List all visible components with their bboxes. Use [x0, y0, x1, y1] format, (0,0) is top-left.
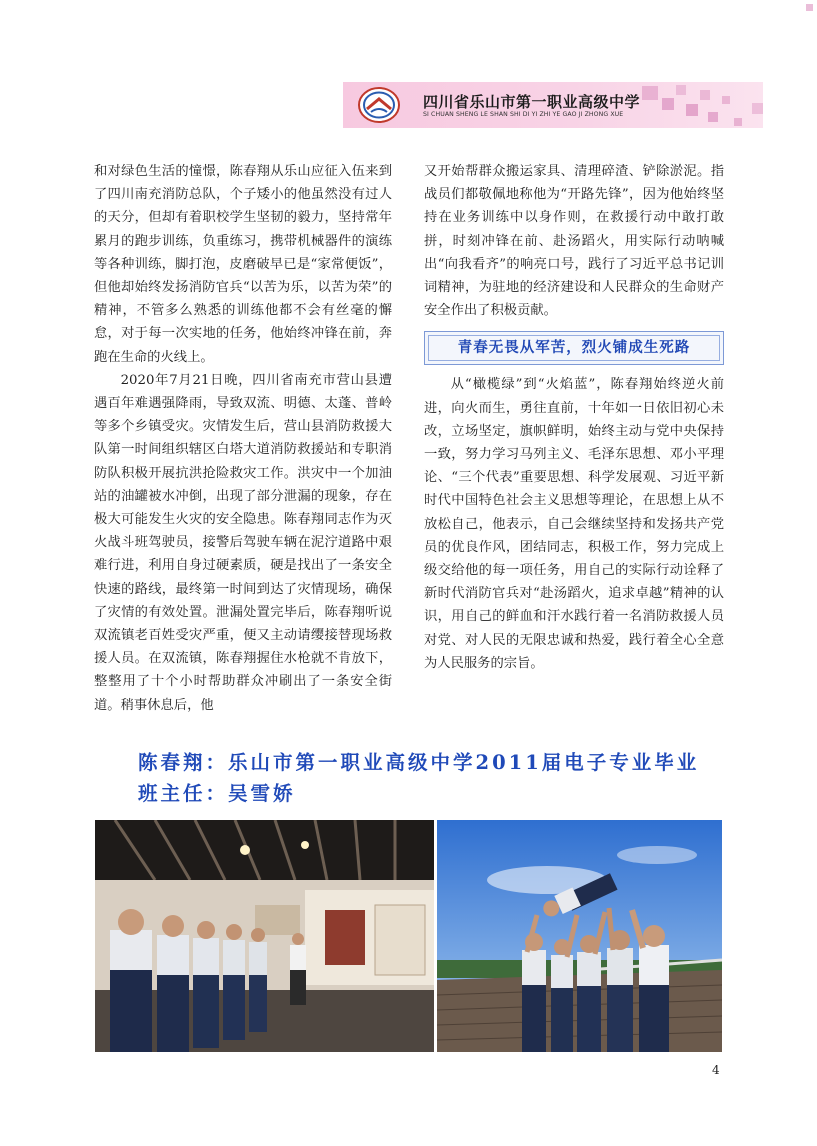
- article-right-column: [424, 160, 724, 675]
- paragraph: 2020年7月21日晚，四川省南充市营山县遭遇百年难遇强降雨，导致双流、明德、太蓬、普岭等多个乡镇受灾。灾情发生后，营山县消防救援大队第一时间组织辖区白塔大道消防救援站和专职消防队积极开展抗洪抢险救灾工作。洪灾中一个加油站的油罐被水冲倒，出现了部分泄漏的现象，存在极大可能发生火灾的安全隐患。陈春翔同志作为灭火战斗班驾驶员，接警后驾驶车辆在泥泞道路中艰难行进，利用自身过硬素质，硬是找出了一条安全快速的路线，最终第一时间到达了灾情现场，确保了灾情的有效处置。泄漏处置完毕后，陈春翔听说双流镇老百姓受灾严重，便又主动请缨接替现场救援人员。在双流镇，陈春翔握住水枪就不肯放下，整整用了十个小时帮助群众冲刷出了一条安全街道。稍事休息后，他: [94, 372, 392, 713]
- article-left-column: [94, 160, 392, 717]
- caption-student: 陈春翔：乐山市第一职业高级中学2011届电子专业毕业: [138, 751, 700, 774]
- paragraph: 和对绿色生活的憧憬，陈春翔从乐山应征入伍来到了四川南充消防总队，个子矮小的他虽然没有过人的天分，但却有着职校学生坚韧的毅力，坚持常年累月的跑步训练，负重练习，携带机械器件的演练等各种训练，脚打泡，皮磨破早已是“家常便饭”，但他却始终发扬消防官兵“以苦为乐，以苦为荣”的精神，不管多么熟悉的训练他都不会有丝毫的懈怠，对于每一次实地的任务，他始终冲锋在前，奔跑在生命的火线上。: [94, 164, 392, 365]
- section-heading-box: [424, 331, 724, 365]
- celebration-toss-photo: [437, 820, 722, 1052]
- caption-teacher: 班主任：吴雪娇: [138, 782, 296, 805]
- school-name-pinyin: SI CHUAN SHENG LE SHAN SHI DI YI ZHI YE GAO JI ZHONG XUE: [423, 111, 624, 118]
- section-heading: 青春无畏从军苦，烈火铺成生死路: [428, 335, 720, 361]
- page-number: 4: [712, 1063, 720, 1077]
- paragraph: 从“橄榄绿”到“火焰蓝”，陈春翔始终逆火前进，向火而生，勇往直前，十年如一日依旧初心未改，立场坚定，旗帜鲜明，始终主动与党中央保持一致，努力学习马列主义、毛泽东思想、邓小平理论、“三个代表”重要思想、科学发展观、习近平新时代中国特色社会主义思想等理论，在思想上从不放松自己，他表示，自己会继续坚持和发扬共产党员的优良作风，团结同志，积极工作，努力完成上级交给他的每一项任务，用自己的实际行动诠释了新时代消防官兵对“赴汤蹈火，追求卓越”精神的认识，用自己的鲜血和汗水践行着一名消防救援人员对党、对人民的无限忠诚和热爱，践行着全心全意为人民服务的宗旨。: [424, 377, 724, 671]
- exhibition-hall-photo: [95, 820, 434, 1052]
- school-name: 四川省乐山市第一职业高级中学: [423, 93, 641, 111]
- school-logo-icon: [357, 86, 401, 124]
- paragraph: 又开始帮群众搬运家具、清理碎渣、铲除淤泥。指战员们都敬佩地称他为“开路先锋”，因为他始终坚持在业务训练中以身作则，在救援行动中敢打敢拼，时刻冲锋在前、赴汤蹈火，用实际行动呐喊出“向我看齐”的响亮口号，践行了习近平总书记训词精神，为驻地的经济建设和人民群众的生命财产安全作出了积极贡献。: [424, 164, 724, 319]
